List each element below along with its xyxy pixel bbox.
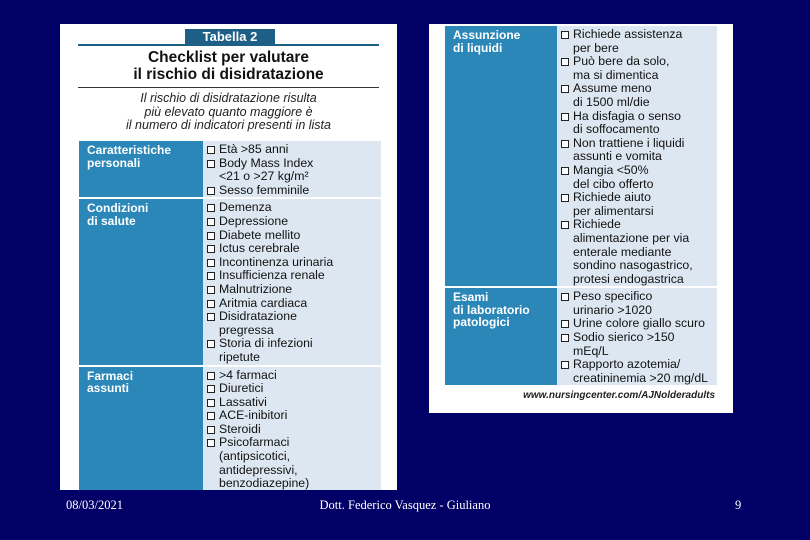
footer-page-number: 9 <box>735 498 742 512</box>
table-section-row <box>445 26 717 288</box>
checklist-item: Sesso femminile <box>207 184 377 198</box>
checklist-item: >4 farmaci <box>207 369 377 383</box>
checkbox-icon <box>207 372 215 380</box>
checkbox-icon <box>207 259 215 267</box>
checklist-item: Richiede assistenza per bere <box>561 28 713 55</box>
section-header: Assunzione di liquidi <box>445 26 557 286</box>
checklist-item: Incontinenza urinaria <box>207 256 377 270</box>
section-header: Farmaci assunti <box>79 367 203 491</box>
checklist-item: Ictus cerebrale <box>207 242 377 256</box>
table-section-row <box>445 288 717 387</box>
checkbox-icon <box>207 300 215 308</box>
checkbox-icon <box>561 320 569 328</box>
checklist-item: Insufficienza renale <box>207 269 377 283</box>
checkbox-icon <box>207 439 215 447</box>
checklist-item: Steroidi <box>207 423 377 437</box>
section-items <box>557 26 717 286</box>
checkbox-icon <box>207 412 215 420</box>
checkbox-icon <box>207 245 215 253</box>
checklist-item: Assume meno di 1500 ml/die <box>561 82 713 109</box>
checklist-item: ACE-inibitori <box>207 409 377 423</box>
table-right-card <box>429 24 733 413</box>
section-items <box>203 199 381 364</box>
checkbox-icon <box>207 160 215 168</box>
checklist-item: Richiede aiuto per alimentarsi <box>561 191 713 218</box>
checkbox-icon <box>561 334 569 342</box>
checkbox-icon <box>207 385 215 393</box>
checkbox-icon <box>561 31 569 39</box>
checkbox-icon <box>561 361 569 369</box>
checkbox-icon <box>561 221 569 229</box>
checklist-item: Depressione <box>207 215 377 229</box>
checkbox-icon <box>207 399 215 407</box>
section-header: Condizioni di salute <box>79 199 203 364</box>
checkbox-icon <box>561 113 569 121</box>
checkbox-icon <box>561 85 569 93</box>
checklist-item: Malnutrizione <box>207 283 377 297</box>
checkbox-icon <box>207 272 215 280</box>
checklist-item: Peso specifico urinario >1020 <box>561 290 713 317</box>
table-tab-label: Tabella 2 <box>185 29 275 45</box>
checkbox-icon <box>207 232 215 240</box>
checkbox-icon <box>561 167 569 175</box>
checklist-item: Richiede alimentazione per via enterale mediante sondino nasogastrico, protesi endogastrica <box>561 218 713 286</box>
checklist-item: Ha disfagia o senso di soffocamento <box>561 110 713 137</box>
checkbox-icon <box>207 313 215 321</box>
checkbox-icon <box>207 187 215 195</box>
checklist-item: Body Mass Index <21 o >27 kg/m² <box>207 157 377 184</box>
table-title: Checklist per valutare il rischio di disidratazione <box>133 49 324 83</box>
section-header: Esami di laboratorio patologici <box>445 288 557 385</box>
checklist-item: Disidratazione pregressa <box>207 310 377 337</box>
source-credit: www.nursingcenter.com/AJNolderadults <box>523 390 715 401</box>
title-divider <box>78 87 379 88</box>
checklist-item: Urine colore giallo scuro <box>561 317 713 331</box>
checkbox-icon <box>561 194 569 202</box>
checklist-item: Demenza <box>207 201 377 215</box>
checklist-item: Età >85 anni <box>207 143 377 157</box>
table-subtitle: Il rischio di disidratazione risulta più elevato quanto maggiore è il numero di indicatori presenti in lista <box>126 91 331 132</box>
section-items <box>203 141 381 197</box>
checklist-item: Può bere da solo, ma si dimentica <box>561 55 713 82</box>
checkbox-icon <box>207 340 215 348</box>
table-section-row <box>79 367 381 491</box>
checklist-item: Mangia <50% del cibo offerto <box>561 164 713 191</box>
checkbox-icon <box>207 426 215 434</box>
table-left-card <box>60 24 397 490</box>
footer-author: Dott. Federico Vasquez - Giuliano <box>319 498 491 512</box>
checkbox-icon <box>561 140 569 148</box>
checklist-item: Rapporto azotemia/ creatininemia >20 mg/dL <box>561 358 713 385</box>
section-items <box>557 288 717 385</box>
checklist-table-right <box>445 26 717 387</box>
checklist-table-left <box>79 141 381 490</box>
table-section-row <box>79 199 381 366</box>
checkbox-icon <box>561 58 569 66</box>
checkbox-icon <box>207 146 215 154</box>
checklist-item: Lassativi <box>207 396 377 410</box>
checkbox-icon <box>207 204 215 212</box>
checklist-item: Non trattiene i liquidi assunti e vomita <box>561 137 713 164</box>
section-items <box>203 367 381 491</box>
table-section-row <box>79 141 381 199</box>
checklist-item: Diuretici <box>207 382 377 396</box>
checkbox-icon <box>207 218 215 226</box>
checklist-item: Aritmia cardiaca <box>207 297 377 311</box>
section-header: Caratteristiche personali <box>79 141 203 197</box>
footer-date: 08/03/2021 <box>66 498 123 512</box>
checklist-item: Storia di infezioni ripetute <box>207 337 377 364</box>
checkbox-icon <box>207 286 215 294</box>
checklist-item: Diabete mellito <box>207 229 377 243</box>
checkbox-icon <box>561 293 569 301</box>
checklist-item: Sodio sierico >150 mEq/L <box>561 331 713 358</box>
checklist-item: Psicofarmaci (antipsicotici, antidepressivi, benzodiazepine) <box>207 436 377 490</box>
